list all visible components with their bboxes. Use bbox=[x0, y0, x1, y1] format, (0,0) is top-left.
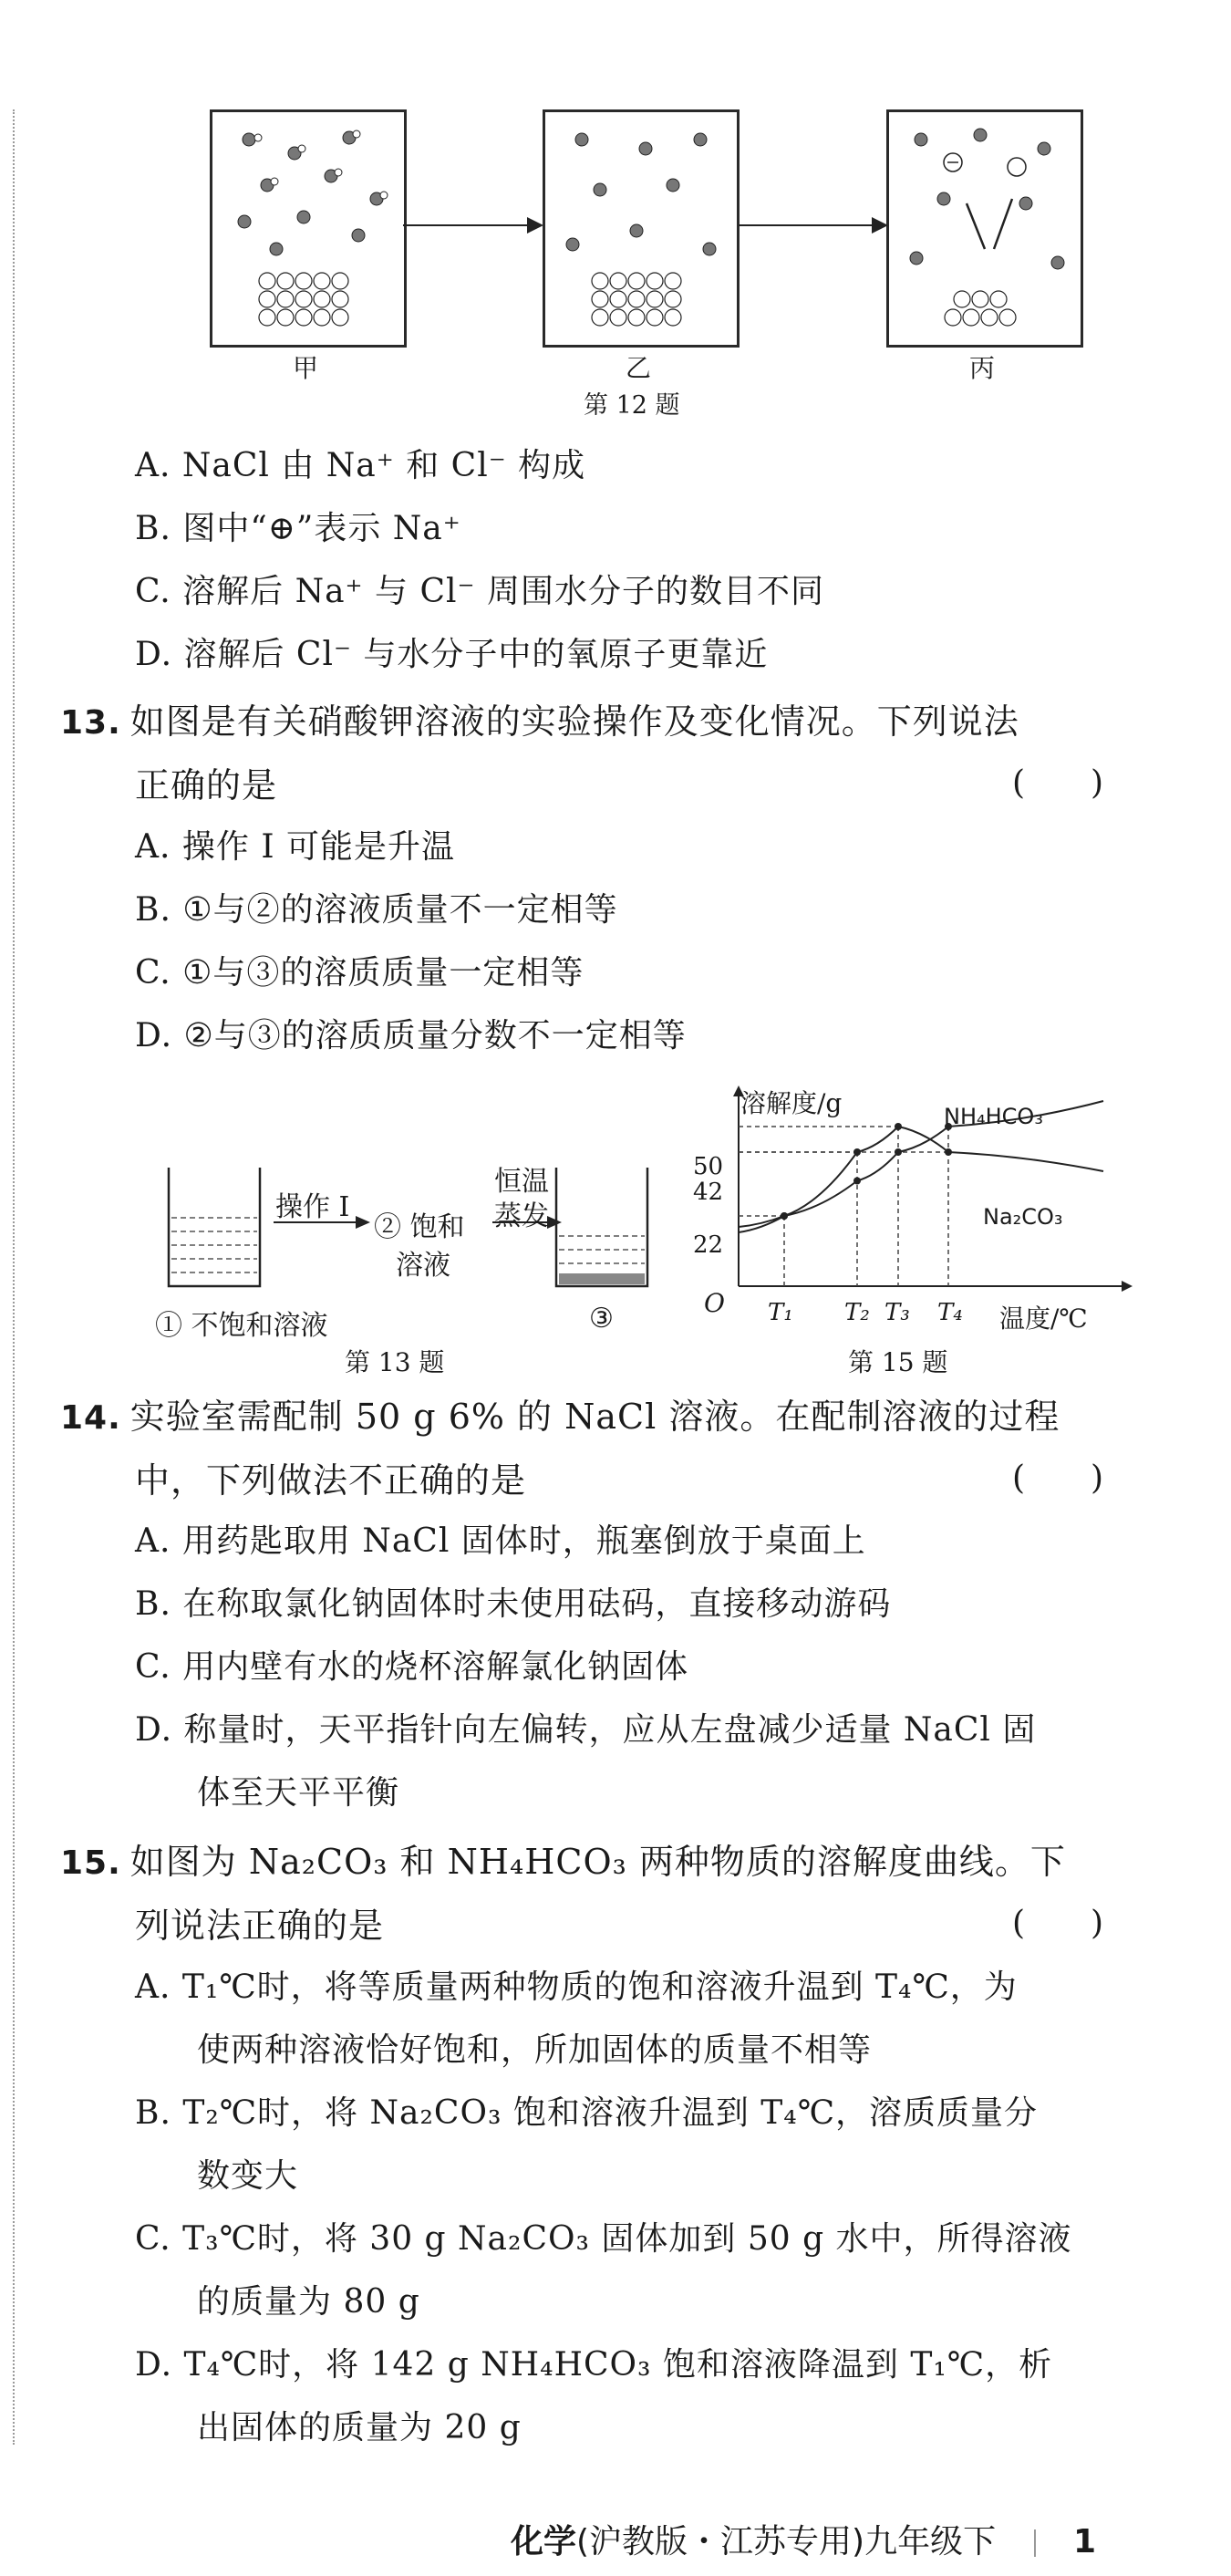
q12-option-b: B. 图中“⊕”表示 Na⁺ bbox=[135, 510, 461, 547]
figure-13 bbox=[155, 1095, 666, 1387]
q14-number: 14. bbox=[60, 1399, 121, 1437]
margin-rule bbox=[13, 109, 16, 2445]
beaker-yi bbox=[543, 109, 740, 348]
q14-option-a: A. 用药匙取用 NaCl 固体时，瓶塞倒放于桌面上 bbox=[135, 1522, 866, 1560]
q15-line2: 列说法正确的是 bbox=[135, 1906, 385, 1946]
footer-edition: (沪教版・江苏专用)九年级下 bbox=[576, 2523, 997, 2560]
q13-option-b: B. ①与②的溶液质量不一定相等 bbox=[135, 891, 618, 929]
op1-label: 操作 Ⅰ bbox=[275, 1191, 350, 1223]
q14-answer-paren: ( ) bbox=[1012, 1459, 1104, 1497]
beaker3-label: ③ bbox=[589, 1303, 614, 1335]
q13-stem-line1 bbox=[60, 693, 1019, 743]
q13-option-a: A. 操作 Ⅰ 可能是升温 bbox=[135, 828, 455, 866]
state2-line1: ② 饱和 bbox=[374, 1211, 465, 1243]
q13-line2: 正确的是 bbox=[135, 765, 278, 805]
q14-line2: 中，下列做法不正确的是 bbox=[135, 1460, 527, 1501]
page-footer bbox=[511, 2516, 1204, 2562]
op2-line2: 蒸发 bbox=[494, 1200, 549, 1232]
series2-label: Na₂CO₃ bbox=[983, 1204, 1063, 1230]
figure-15 bbox=[693, 1076, 1167, 1387]
q15-option-c-cont: 的质量为 80 g bbox=[197, 2283, 420, 2321]
q14-option-d: D. 称量时，天平指针向左偏转，应从左盘减少适量 NaCl 固 bbox=[135, 1711, 1037, 1749]
label-yi: 乙 bbox=[625, 353, 651, 383]
caption-12: 第 12 题 bbox=[584, 391, 680, 420]
state2-line2: 溶液 bbox=[396, 1250, 450, 1282]
q13-answer-paren: ( ) bbox=[1012, 764, 1104, 802]
ytick-42: 42 bbox=[693, 1179, 724, 1206]
q15-option-a: A. T₁℃时，将等质量两种物质的饱和溶液升温到 T₄℃，为 bbox=[135, 1968, 1018, 2006]
q15-line1: 如图为 Na₂CO₃ 和 NH₄HCO₃ 两种物质的溶解度曲线。下 bbox=[129, 1842, 1066, 1882]
q13-number: 13. bbox=[60, 704, 121, 742]
series-1-point-2 bbox=[895, 1123, 902, 1130]
q12-option-a: A. NaCl 由 Na⁺ 和 Cl⁻ 构成 bbox=[135, 447, 586, 484]
label-jia: 甲 bbox=[292, 353, 318, 383]
q14-option-d-cont: 体至天平平衡 bbox=[197, 1774, 400, 1812]
molecules-jia-drawing bbox=[212, 112, 404, 345]
series-1-point-1 bbox=[853, 1148, 861, 1156]
series-1-point-0 bbox=[781, 1212, 788, 1220]
footer-subject: 化学 bbox=[511, 2523, 577, 2560]
arrow-2 bbox=[739, 224, 875, 226]
xtick-t2: T₂ bbox=[844, 1299, 870, 1326]
q13-line1: 如图是有关硝酸钾溶液的实验操作及变化情况。下列说法 bbox=[129, 701, 1019, 742]
figure-12 bbox=[201, 100, 1112, 429]
beaker-jia bbox=[210, 109, 407, 348]
series-0-point-2 bbox=[895, 1148, 902, 1156]
beaker1-label: ① 不饱和溶液 bbox=[155, 1310, 328, 1342]
xtick-t1: T₁ bbox=[768, 1299, 793, 1326]
q14-line1: 实验室需配制 50 g 6% 的 NaCl 溶液。在配制溶液的过程 bbox=[129, 1397, 1060, 1437]
q14-option-c: C. 用内壁有水的烧杯溶解氯化钠固体 bbox=[135, 1648, 689, 1686]
chart-xlabel: 温度/℃ bbox=[999, 1304, 1088, 1334]
series-1-point-3 bbox=[945, 1148, 952, 1156]
arrow-1 bbox=[403, 224, 531, 226]
q12-option-c: C. 溶解后 Na⁺ 与 Cl⁻ 周围水分子的数目不同 bbox=[135, 573, 824, 610]
arrow-1-head bbox=[527, 217, 543, 234]
chart-ylabel: 溶解度/g bbox=[740, 1088, 843, 1118]
q15-answer-paren: ( ) bbox=[1012, 1905, 1104, 1942]
molecules-bing-drawing bbox=[889, 112, 1081, 345]
q13-option-d: D. ②与③的溶质质量分数不一定相等 bbox=[135, 1017, 687, 1054]
q12-option-d: D. 溶解后 Cl⁻ 与水分子中的氧原子更靠近 bbox=[135, 636, 769, 673]
page-number: 1 bbox=[1073, 2523, 1097, 2560]
xtick-t3: T₃ bbox=[884, 1299, 910, 1326]
ytick-22: 22 bbox=[693, 1231, 724, 1259]
q15-option-b-cont: 数变大 bbox=[197, 2157, 299, 2195]
label-bing: 丙 bbox=[968, 353, 995, 383]
footer-divider bbox=[1034, 2529, 1036, 2557]
x-axis-arrow bbox=[1122, 1281, 1133, 1292]
beaker-bing bbox=[886, 109, 1083, 348]
q14-option-b: B. 在称取氯化钠固体时未使用砝码，直接移动游码 bbox=[135, 1585, 892, 1623]
caption-13: 第 13 题 bbox=[345, 1347, 445, 1377]
q14-stem-line1 bbox=[60, 1388, 1060, 1439]
xtick-t4: T₄ bbox=[937, 1299, 963, 1326]
q15-option-a-cont: 使两种溶液恰好饱和，所加固体的质量不相等 bbox=[197, 2031, 873, 2069]
op2-line1: 恒温 bbox=[494, 1166, 549, 1198]
caption-15: 第 15 题 bbox=[848, 1347, 948, 1377]
solubility-chart bbox=[693, 1076, 1167, 1387]
q15-option-b: B. T₂℃时，将 Na₂CO₃ 饱和溶液升温到 T₄℃，溶质质量分 bbox=[135, 2094, 1038, 2132]
q15-option-d-cont: 出固体的质量为 20 g bbox=[197, 2409, 522, 2446]
q15-stem-line1 bbox=[60, 1833, 1066, 1884]
series1-label: NH₄HCO₃ bbox=[944, 1104, 1043, 1129]
origin-label: O bbox=[704, 1288, 725, 1318]
q15-option-d: D. T₄℃时，将 142 g NH₄HCO₃ 饱和溶液降温到 T₁℃，析 bbox=[135, 2346, 1053, 2384]
q13-option-c: C. ①与③的溶质质量一定相等 bbox=[135, 954, 584, 992]
q15-number: 15. bbox=[60, 1844, 121, 1882]
ytick-50: 50 bbox=[693, 1153, 724, 1180]
series-0-point-1 bbox=[853, 1178, 861, 1185]
q15-option-c: C. T₃℃时，将 30 g Na₂CO₃ 固体加到 50 g 水中，所得溶液 bbox=[135, 2220, 1072, 2258]
molecules-yi-drawing bbox=[545, 112, 737, 345]
